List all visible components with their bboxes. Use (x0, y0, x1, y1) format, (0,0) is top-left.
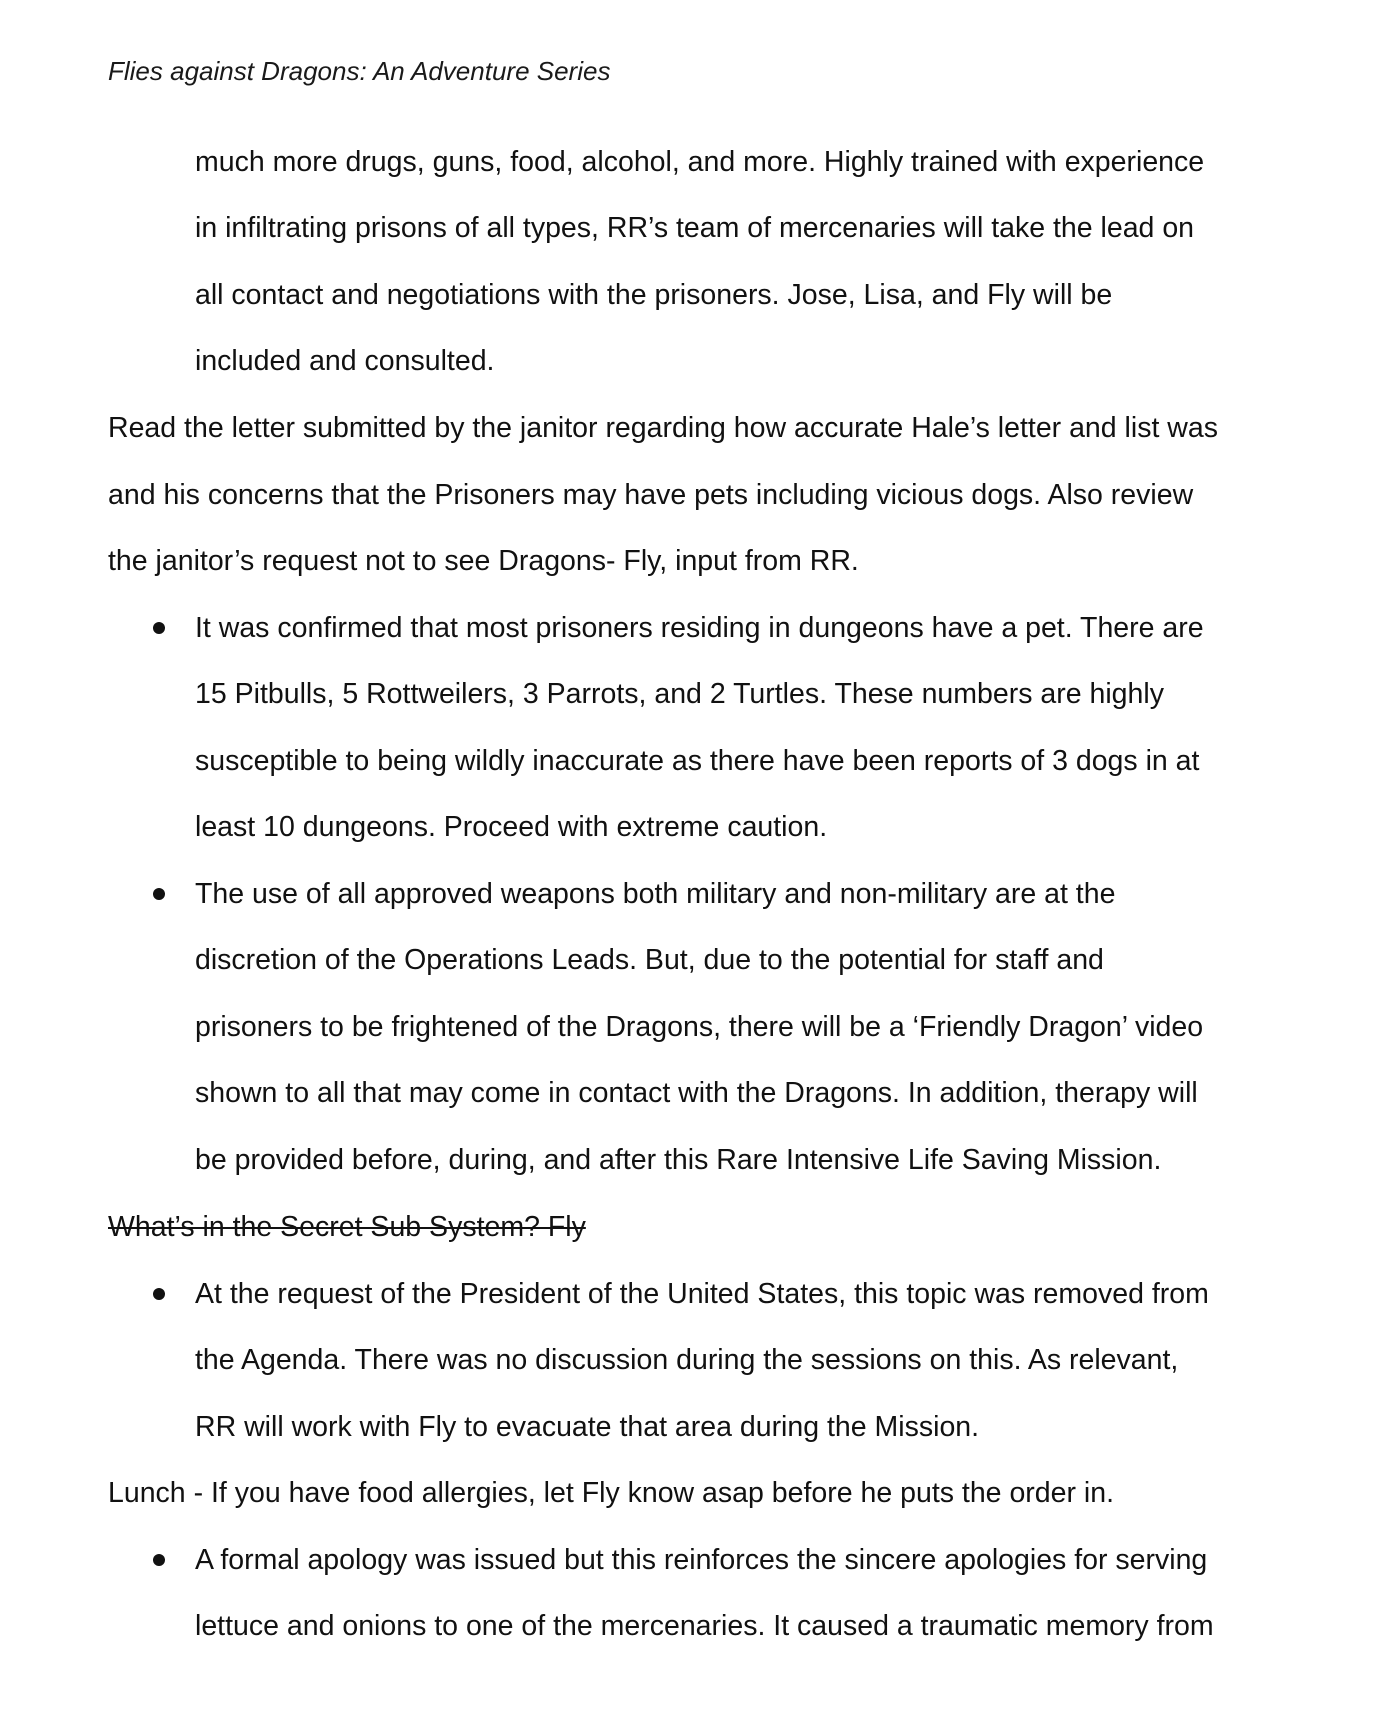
section-janitor-line: the janitor’s request not to see Dragons- Fly, input from RR. (108, 545, 859, 577)
section-secret-sub-system: What’s in the Secret Sub System? Fly (108, 1211, 586, 1243)
bullet-president-line: At the request of the President of the United States, this topic was removed from (195, 1278, 1209, 1310)
bullet-pets-line: susceptible to being wildly inaccurate as there have been reports of 3 dogs in at (195, 745, 1200, 777)
bullet-apology-line: lettuce and onions to one of the mercenaries. It caused a traumatic memory from (195, 1610, 1214, 1642)
bullet-dot (153, 1288, 165, 1300)
bullet-apology-line: A formal apology was issued but this reinforces the sincere apologies for serving (195, 1544, 1208, 1576)
paragraph-line: all contact and negotiations with the prisoners. Jose, Lisa, and Fly will be (195, 279, 1113, 311)
bullet-weapons-line: prisoners to be frightened of the Dragons, there will be a ‘Friendly Dragon’ video (195, 1011, 1204, 1043)
bullet-pets-line: It was confirmed that most prisoners residing in dungeons have a pet. There are (195, 612, 1204, 644)
bullet-pets-line: 15 Pitbulls, 5 Rottweilers, 3 Parrots, and 2 Turtles. These numbers are highly (195, 678, 1164, 710)
bullet-weapons-line: shown to all that may come in contact with the Dragons. In addition, therapy will (195, 1077, 1198, 1109)
section-janitor-line: and his concerns that the Prisoners may have pets including vicious dogs. Also review (108, 479, 1194, 511)
section-lunch: Lunch - If you have food allergies, let Fly know asap before he puts the order in. (108, 1477, 1115, 1509)
bullet-weapons-line: The use of all approved weapons both military and non-military are at the (195, 878, 1116, 910)
paragraph-line: much more drugs, guns, food, alcohol, and more. Highly trained with experience (195, 146, 1205, 178)
bullet-president-line: the Agenda. There was no discussion during the sessions on this. As relevant, (195, 1344, 1179, 1376)
document-header: Flies against Dragons: An Adventure Series (108, 56, 611, 86)
bullet-dot (153, 1554, 165, 1566)
bullet-weapons-line: discretion of the Operations Leads. But, due to the potential for staff and (195, 944, 1104, 976)
bullet-dot (153, 888, 165, 900)
bullet-president-line: RR will work with Fly to evacuate that area during the Mission. (195, 1411, 980, 1443)
paragraph-line: in infiltrating prisons of all types, RR’s team of mercenaries will take the lead on (195, 212, 1195, 244)
section-janitor-line: Read the letter submitted by the janitor regarding how accurate Hale’s letter and list was (108, 412, 1218, 444)
bullet-dot (153, 622, 165, 634)
paragraph-line: included and consulted. (195, 345, 495, 377)
bullet-weapons-line: be provided before, during, and after this Rare Intensive Life Saving Mission. (195, 1144, 1162, 1176)
bullet-pets-line: least 10 dungeons. Proceed with extreme caution. (195, 811, 828, 843)
